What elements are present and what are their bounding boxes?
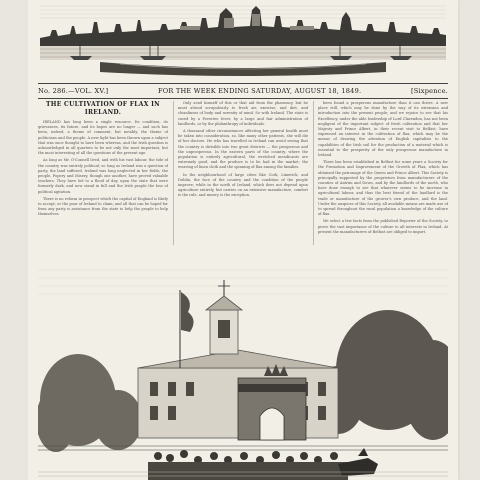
article-paragraph: Only avail himself of this or that aid from the pharmacy, but he must attend scrupulously to fresh air, exercise, and diet, and cleanliness of body and serenity of mind. So with Ireland. The state is cured by a Povertee fever, by a large and fair administration of landlords, or by the philanthropy of individuals. <box>178 101 308 126</box>
article-paragraph: A thousand other circumstances affecting her general health must be taken into consideration, so, like many other patients, she will die of her doctors. He who has travelled in Ireland can avoid seeing that the country is divisible into two great districts — the prosperous and the unprosperous. In the eastern parts of the country, where the population is entirely agricultural, the wretched mendicants are extremely good, and the produce is to be had in the market; the weaving of linen cloth and the spinning of flax among the families. <box>178 129 308 170</box>
column-divider <box>313 101 314 245</box>
issue-number: No. 286.—VOL. XV.] <box>38 87 109 95</box>
article-column-1 <box>38 101 168 245</box>
article-paragraph: As long as Mr. O'Connell lived, and with his vast labour, the tide of the country was entirely political; so long as Ireland was a question of party, the land suffered. Ireland was long neglected in her fields; the people, Popery and Misery, though one another, have proved valuable teachers. They have led to a flood of day, upon the state that were formerly dark, and now stand in full and the Irish people the loss of political agitation. <box>38 158 168 194</box>
issue-dateline <box>38 83 448 99</box>
newspaper-page <box>28 0 458 480</box>
article-paragraph: been found a prosperous manufacture than it can thrive. A new place still, which may be done by the way of its extension and introduction into the present people; and we rejoice to see that his Excellency, under the able leadership of Lord Clarendon, has not been negligent of the important subject of fresh cultivation and that her Majesty and Prince Albert, in their recent visit to Belfast, have expressed an interest in the cultivation of flax, which may be the means of drawing the attention of English capitalists to the capabilities of the Irish soil for the production of a material which is essential to the prosperity of the only prosperous manufacture in Ireland. <box>318 101 448 158</box>
column-divider <box>173 101 174 245</box>
article-column-3 <box>318 101 448 245</box>
article-columns <box>38 101 448 245</box>
article-paragraph: There has been established in Belfast for some years a Society for the Promotion and Improvement of the Growth of Flax, which has obtained the patronage of the Queen and Prince Albert. This Society is principally supported by the proprietors from manufacturers of the counties of Antrim and Down, and by the landlords of the north, who have done enough to see that whatever seems to be increase in agricultural labour, and thus the best friend of the landlord is the trade or manufacture of the grower's own produce, and the land. Under the auspices of this Society, all available means are made use of to spread throughout the rural population a knowledge of the culture of flax. <box>318 160 448 217</box>
issue-price: [Sixpence. <box>411 87 448 95</box>
article-paragraph: IRELAND has long been a single resource. Its condition, its grievances, its future, and its hopes are no longer — and such has been, indeed, a theme of comment, but notably, the theme of politicians and the people. A new light has been thrown upon a subject that was once thought to have been whereas, and the Irish question is acknowledged in all quarters to be not only the most important, but the most interesting of all the questions of the present age. <box>38 120 168 156</box>
engraving-illustration <box>38 250 448 480</box>
article-paragraph: There is no reform in prospect which the capital of England is likely to accept, or the poor of Ireland to claim; and all that can be hoped for from any party is assistance from the state to help the people to help themselves. <box>38 196 168 217</box>
article-title: THE CULTIVATION OF FLAX IN IRELAND. <box>46 101 160 116</box>
issue-date: FOR THE WEEK ENDING SATURDAY, AUGUST 18, 1849. <box>158 87 362 95</box>
article-column-2 <box>178 101 308 245</box>
article-paragraph: We select a few facts from the published Reporter of the Society, to prove the vast importance of the culture to all interests in Ireland. At present the manufacturers of Belfast are obliged to import. <box>318 219 448 234</box>
masthead-engraving <box>40 0 446 78</box>
article-paragraph: In the neighbourhood of large cities like Cork, Limerick, and Dublin, the face of the country and the condition of the people improve; while in the north of Ireland, which does not depend upon agriculture entirely, but carries on an extensive manufacture, comfort is the rule, and misery is the exception. <box>178 172 308 198</box>
